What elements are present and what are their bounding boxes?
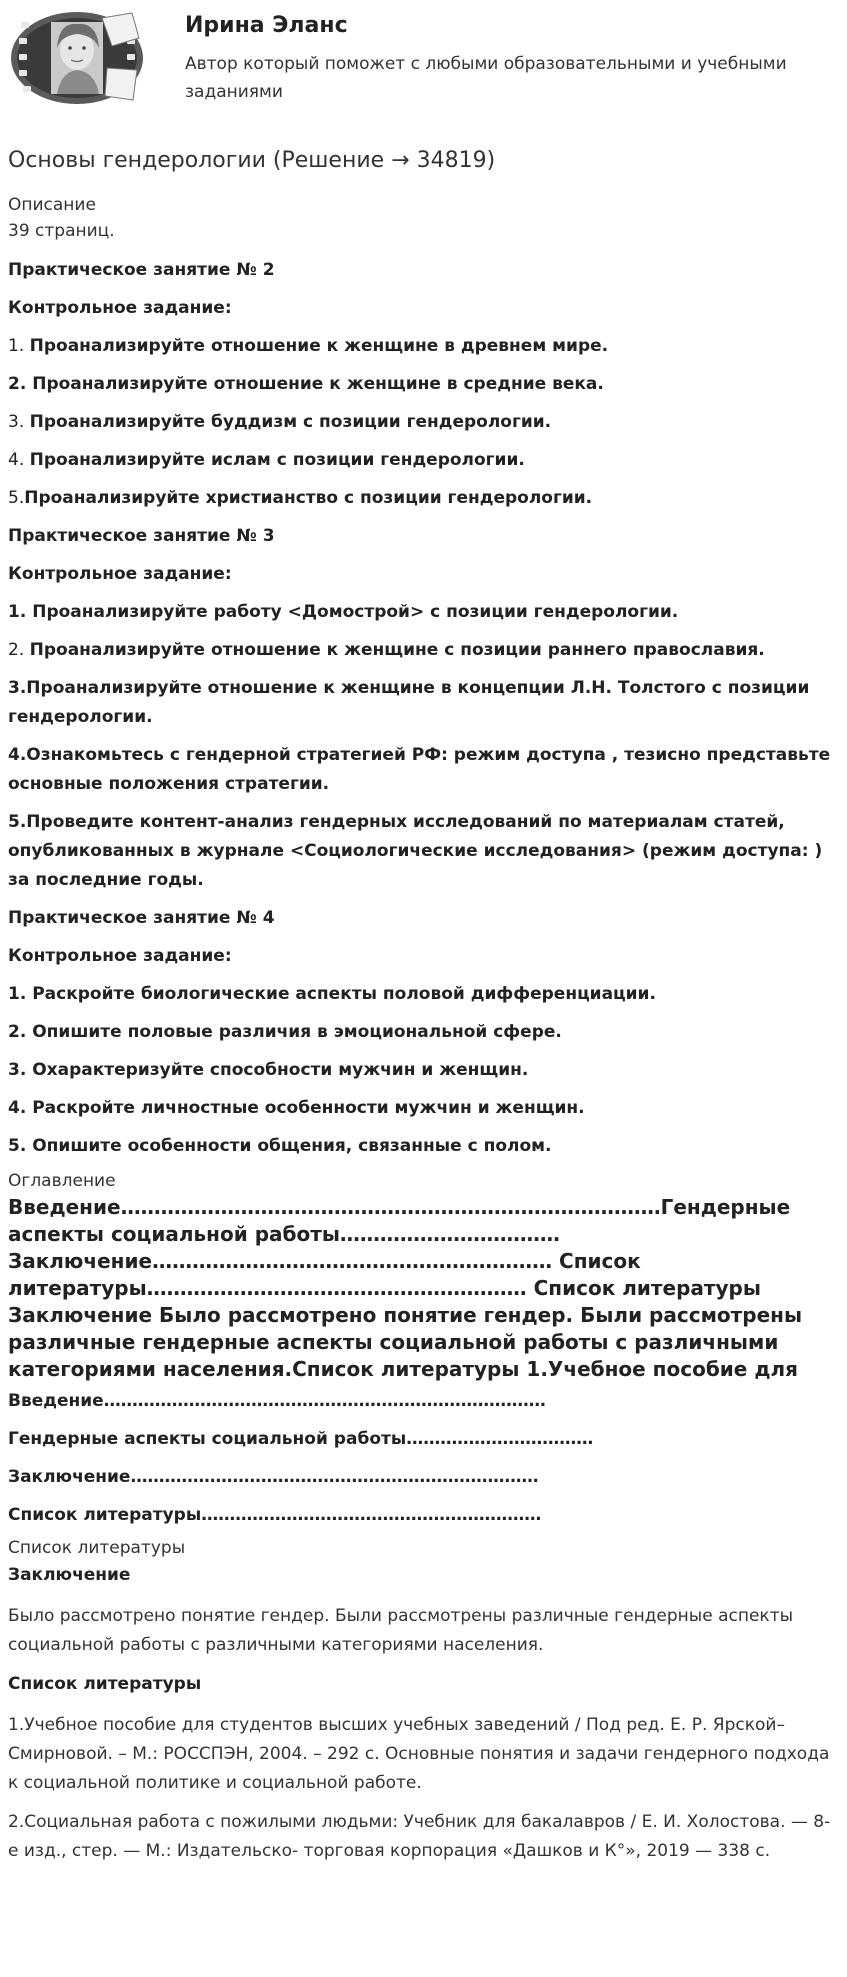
task-item <box>8 370 840 399</box>
author-header <box>0 0 847 120</box>
task-text: Проанализируйте отношение к женщине в древнем мире. <box>29 336 609 356</box>
toc-line: Гендерные аспекты социальной работы…………………………… <box>8 1429 594 1449</box>
task-text: Проанализируйте ислам с позиции гендерологии. <box>29 450 525 470</box>
task-number: 5. <box>8 488 25 508</box>
author-description: Автор который поможет с любыми образовательными и учебными заданиями <box>185 54 787 102</box>
task-number: 2. <box>8 640 30 660</box>
references-label: Список литературы <box>8 1538 186 1558</box>
task-number: 3. <box>8 412 30 432</box>
reference-item: 2.Социальная работа с пожилыми людьми: Учебник для бакалавров / Е. И. Холостова. — 8-е изд., стер. — М.: Издательско- торговая корпорация «Дашков и К°», 2019 — 338 с. <box>8 1812 831 1861</box>
task-number: 2. <box>8 374 33 394</box>
practical-title: Практическое занятие № 4 <box>8 908 275 928</box>
task-number: 5. <box>8 812 27 832</box>
task-item <box>8 741 840 799</box>
task-text: Раскройте биологические аспекты половой дифференциации. <box>32 984 656 1004</box>
task-item <box>8 980 840 1009</box>
toc-line: Заключение……………………………………………………………… <box>8 1467 539 1487</box>
task-text: Проанализируйте отношение к женщине в средние века. <box>32 374 604 394</box>
task-text: Проанализируйте буддизм с позиции гендерологии. <box>29 412 552 432</box>
task-item <box>8 598 840 627</box>
practical-title: Практическое занятие № 2 <box>8 260 275 280</box>
task-number: 2. <box>8 1022 33 1042</box>
page-title: Основы гендерологии (Решение → 34819) <box>8 148 496 173</box>
task-text: Охарактеризуйте способности мужчин и женщин. <box>32 1060 529 1080</box>
toc-line: Список литературы…………………………………………………… <box>8 1505 542 1525</box>
task-item <box>8 484 840 513</box>
task-text: Раскройте личностные особенности мужчин и женщин. <box>32 1098 585 1118</box>
author-name: Ирина Эланс <box>185 13 348 38</box>
task-label: Контрольное задание: <box>8 298 232 318</box>
pages-count: 39 страниц. <box>8 221 115 241</box>
task-item <box>8 1094 840 1123</box>
task-text: Ознакомьтесь с гендерной стратегией РФ: режим доступа , тезисно представьте основные положения стратегии. <box>8 745 831 794</box>
description-label: Описание <box>8 195 96 215</box>
task-item <box>8 446 840 475</box>
task-text: Проанализируйте христианство с позиции гендерологии. <box>24 488 593 508</box>
task-text: Проанализируйте работу <Домострой> с позиции гендерологии. <box>32 602 679 622</box>
task-number: 3. <box>8 678 27 698</box>
task-label: Контрольное задание: <box>8 946 232 966</box>
reference-item: 1.Учебное пособие для студентов высших учебных заведений / Под ред. Е. Р. Ярской–Смирновой. – М.: РОССПЭН, 2004. – 292 с. Основные понятия и задачи гендерного подхода к социальной политике и социальной работе. <box>8 1715 830 1793</box>
task-number: 1. <box>8 602 33 622</box>
task-item <box>8 808 840 895</box>
main-content <box>8 144 840 1876</box>
toc-line: Введение…………………………………………………………………… <box>8 1391 546 1411</box>
task-number: 4. <box>8 450 30 470</box>
practical-title: Практическое занятие № 3 <box>8 526 275 546</box>
task-number: 4. <box>8 1098 33 1118</box>
toc-lines <box>8 1387 840 1529</box>
task-item <box>8 674 840 732</box>
task-item <box>8 636 840 665</box>
task-item <box>8 408 840 437</box>
task-text: Опишите половые различия в эмоциональной сфере. <box>32 1022 562 1042</box>
task-text: Опишите особенности общения, связанные с полом. <box>32 1136 552 1156</box>
task-number: 1. <box>8 336 30 356</box>
task-number: 1. <box>8 984 33 1004</box>
practicals-list <box>8 256 840 1161</box>
conclusion-heading: Заключение <box>8 1565 131 1585</box>
task-number: 5. <box>8 1136 33 1156</box>
task-number: 3. <box>8 1060 33 1080</box>
references-heading: Список литературы <box>8 1674 202 1694</box>
reference-list <box>8 1711 840 1866</box>
toc-summary: Введение………………………………………………………………………Гендерные аспекты социальной работы……………………………Заключение…………………………………………………… Список литературы………………………………………………… Список литературы Заключение Было рассмотрено понятие гендер. Были рассмотрены различные гендерные аспекты социальной работы с различными категориями населения.Список литературы 1.Учебное пособие для <box>8 1195 803 1381</box>
task-text: Проанализируйте отношение к женщине с позиции раннего православия. <box>29 640 765 660</box>
task-text: Проанализируйте отношение к женщине в концепции Л.Н. Толстого с позиции гендерологии. <box>8 678 810 727</box>
toc-label: Оглавление <box>8 1171 116 1191</box>
task-number: 4. <box>8 745 27 765</box>
task-text: Проведите контент-анализ гендерных исследований по материалам статей, опубликованных в журнале <Социологические исследования> (режим доступа: ) за последние годы. <box>8 812 823 890</box>
conclusion-text: Было рассмотрено понятие гендер. Были рассмотрены различные гендерные аспекты социальной работы с различными категориями населения. <box>8 1606 794 1655</box>
task-label: Контрольное задание: <box>8 564 232 584</box>
task-item <box>8 1056 840 1085</box>
task-item <box>8 1132 840 1161</box>
task-item <box>8 332 840 361</box>
task-item <box>8 1018 840 1047</box>
author-avatar <box>7 8 147 108</box>
